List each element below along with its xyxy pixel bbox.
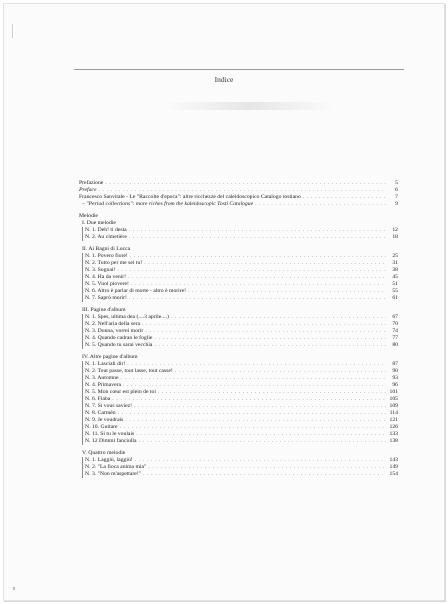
entry-page: 149 bbox=[389, 464, 398, 470]
dot-leader bbox=[134, 403, 386, 410]
toc-entry[interactable] bbox=[85, 403, 398, 410]
dot-leader bbox=[145, 328, 386, 335]
entry-page: 18 bbox=[392, 234, 398, 240]
toc-entry[interactable] bbox=[85, 368, 398, 375]
toc-entry[interactable] bbox=[85, 281, 398, 288]
toc-entry[interactable] bbox=[85, 227, 398, 234]
toc-entry-preface[interactable] bbox=[79, 187, 398, 194]
dot-leader bbox=[129, 234, 386, 241]
entry-page: 109 bbox=[389, 403, 398, 409]
dot-leader bbox=[118, 410, 386, 417]
entry-page: 70 bbox=[392, 321, 398, 327]
toc-entry-prefazione[interactable] bbox=[79, 180, 398, 187]
toc-entry[interactable] bbox=[85, 389, 398, 396]
dot-leader bbox=[139, 438, 387, 445]
section-heading-melodie: Melodie bbox=[79, 213, 98, 219]
entry-label: N. 1. Laggiù, laggiù! bbox=[85, 457, 133, 463]
entry-page: 154 bbox=[389, 471, 398, 477]
scan-smudge bbox=[164, 102, 334, 110]
entry-page: 61 bbox=[392, 295, 398, 301]
toc-entry[interactable] bbox=[85, 424, 398, 431]
entry-page: 5 bbox=[395, 180, 398, 186]
entry-label: N. 5. Mon cœur est plein de toi bbox=[85, 389, 156, 395]
group-items bbox=[82, 361, 398, 445]
entry-label: N. 4. Quando cadran le foglie bbox=[85, 335, 153, 341]
entry-page: 67 bbox=[392, 314, 398, 320]
entry-page: 87 bbox=[392, 361, 398, 367]
dot-leader bbox=[144, 260, 386, 267]
entry-label: N. 2. Tutto per me sei tu! bbox=[85, 260, 143, 266]
entry-label: N. 8. Carmèn bbox=[85, 410, 116, 416]
entry-page: 38 bbox=[392, 267, 398, 273]
entry-page: 126 bbox=[389, 424, 398, 430]
toc-entry[interactable] bbox=[85, 253, 398, 260]
entry-page: 6 bbox=[395, 187, 398, 193]
dot-leader bbox=[175, 368, 386, 375]
toc-entry[interactable] bbox=[85, 335, 398, 342]
entry-page: 77 bbox=[392, 335, 398, 341]
entry-label: N. 4. Primavera bbox=[85, 382, 122, 388]
toc-entry[interactable] bbox=[85, 274, 398, 281]
entry-page: 114 bbox=[389, 410, 398, 416]
entry-page: 74 bbox=[392, 328, 398, 334]
entry-label: N. 1. Spes, ultima dea (....3 aprile....) bbox=[85, 314, 169, 320]
toc-entry[interactable] bbox=[85, 464, 398, 471]
dot-leader bbox=[117, 267, 386, 274]
dot-leader bbox=[127, 361, 386, 368]
entry-label: N. 2. "La fioca anima mia" bbox=[85, 464, 147, 470]
toc-entry[interactable] bbox=[85, 396, 398, 403]
entry-label: N. 6. Fiaba bbox=[85, 396, 111, 402]
dot-leader bbox=[105, 180, 386, 187]
dot-leader bbox=[131, 281, 386, 288]
entry-page: 12 bbox=[392, 227, 398, 233]
entry-label: N. 7. Si vous saviez! bbox=[85, 403, 133, 409]
entry-page: 143 bbox=[389, 457, 398, 463]
entry-page: 25 bbox=[392, 253, 398, 259]
dot-leader bbox=[148, 464, 386, 471]
entry-label: N. 1. Deh! ti desta bbox=[85, 227, 127, 233]
entry-label: N. 5. Vuol piovere! bbox=[85, 281, 129, 287]
entry-label: N. 2. Tout passe, tout lasse, tout casse! bbox=[85, 368, 173, 374]
entry-page: 105 bbox=[389, 396, 398, 402]
dot-leader bbox=[136, 431, 386, 438]
dot-leader bbox=[154, 335, 386, 342]
entry-page: 90 bbox=[392, 368, 398, 374]
entry-label: N. 6. Altro è parlar di morte - altro è morire! bbox=[85, 288, 187, 294]
dot-leader bbox=[120, 424, 386, 431]
dot-leader bbox=[143, 471, 386, 478]
dot-leader bbox=[130, 253, 386, 260]
front-matter bbox=[79, 180, 398, 208]
toc-entry[interactable] bbox=[85, 382, 398, 389]
entry-page: 96 bbox=[392, 382, 398, 388]
dot-leader bbox=[154, 342, 386, 349]
group-heading: IV. Altre pagine d'album bbox=[82, 354, 138, 360]
toc-entry[interactable] bbox=[85, 457, 398, 464]
scan-mark bbox=[12, 24, 13, 38]
dot-leader bbox=[129, 227, 386, 234]
dot-leader bbox=[98, 187, 386, 194]
dot-leader bbox=[125, 417, 386, 424]
entry-label: Prefazione bbox=[79, 180, 104, 186]
dot-leader bbox=[158, 389, 386, 396]
group-items bbox=[82, 253, 398, 302]
dot-leader bbox=[121, 375, 387, 382]
entry-label: N. 5. Quando tu sarai vecchia bbox=[85, 342, 153, 348]
dot-leader bbox=[255, 201, 386, 208]
entry-page: 55 bbox=[392, 288, 398, 294]
toc-entry[interactable] bbox=[85, 328, 398, 335]
entry-page: 31 bbox=[392, 260, 398, 266]
header-rule bbox=[74, 69, 404, 70]
dot-leader bbox=[171, 314, 386, 321]
toc-entry-period-collections[interactable] bbox=[79, 201, 398, 208]
toc-entry[interactable] bbox=[85, 431, 398, 438]
entry-label: – "Period collections": more riches from the kaleidoscopic Tosti Catalogue bbox=[82, 201, 254, 207]
toc-entry-sanvitale[interactable] bbox=[79, 194, 398, 201]
page-title: Indice bbox=[214, 75, 234, 84]
toc-entry[interactable] bbox=[85, 260, 398, 267]
entry-label: N. 10. Guitare bbox=[85, 424, 118, 430]
dot-leader bbox=[142, 321, 386, 328]
entry-label: N. 3. "Non m'aspettare!" bbox=[85, 471, 142, 477]
entry-label: N. 1. Povero fiore! bbox=[85, 253, 128, 259]
scan-mark bbox=[13, 587, 15, 590]
entry-label: N. 12 Dimmi fanciulla bbox=[85, 438, 137, 444]
entry-page: 80 bbox=[392, 342, 398, 348]
toc-entry[interactable] bbox=[85, 267, 398, 274]
entry-label: N. 3. Automne bbox=[85, 375, 119, 381]
entry-page: 101 bbox=[389, 389, 398, 395]
entry-label: Preface bbox=[79, 187, 97, 193]
toc-entry[interactable] bbox=[85, 234, 398, 241]
table-of-contents bbox=[79, 180, 398, 478]
entry-label: N. 4. Ha da venir! bbox=[85, 274, 127, 280]
toc-entry[interactable] bbox=[85, 342, 398, 349]
group-heading: III. Pagine d'album bbox=[82, 307, 126, 313]
toc-entry[interactable] bbox=[85, 438, 398, 445]
toc-entry[interactable] bbox=[85, 375, 398, 382]
toc-entry[interactable] bbox=[85, 288, 398, 295]
entry-label: N. 1. Lasciali dir! bbox=[85, 361, 126, 367]
entry-page: 7 bbox=[395, 194, 398, 200]
dot-leader bbox=[135, 457, 386, 464]
toc-entry[interactable] bbox=[85, 314, 398, 321]
dot-leader bbox=[112, 396, 386, 403]
toc-entry[interactable] bbox=[85, 361, 398, 368]
toc-entry[interactable] bbox=[85, 410, 398, 417]
dot-leader bbox=[188, 288, 386, 295]
group-heading: II. Ai Bagni di Lucca bbox=[82, 246, 131, 252]
toc-entry[interactable] bbox=[85, 417, 398, 424]
dot-leader bbox=[129, 295, 386, 302]
entry-label: N. 3. Donna, vorrei morir bbox=[85, 328, 144, 334]
entry-page: 93 bbox=[392, 375, 398, 381]
entry-label: N. 9. Je voudrais bbox=[85, 417, 124, 423]
entry-label: N. 11. Si tu le voulais bbox=[85, 431, 135, 437]
group-heading: I. Due melodie bbox=[82, 220, 116, 226]
entry-page: 51 bbox=[392, 281, 398, 287]
toc-entry[interactable] bbox=[85, 321, 398, 328]
entry-label: N. 2. Nell'aria della sera bbox=[85, 321, 141, 327]
entry-page: 45 bbox=[392, 274, 398, 280]
entry-page: 9 bbox=[395, 201, 398, 207]
toc-entry[interactable] bbox=[85, 295, 398, 302]
entry-label: N. 3. Sognai! bbox=[85, 267, 116, 273]
entry-page: 121 bbox=[389, 417, 398, 423]
entry-label: N. 7. Saprò morir! bbox=[85, 295, 127, 301]
entry-page: 138 bbox=[389, 438, 398, 444]
toc-entry[interactable] bbox=[85, 471, 398, 478]
group-items bbox=[82, 314, 398, 349]
group-items bbox=[82, 457, 398, 478]
entry-label: N. 2. Au cimetière bbox=[85, 234, 127, 240]
group-heading: V. Quattro melodie bbox=[82, 450, 126, 456]
dot-leader bbox=[128, 274, 386, 281]
entry-label: Francesco Sanvitale - Le "Raccolte d'epoca": altre ricchezze del caleidoscopico Catalogo tostiano bbox=[79, 194, 301, 200]
entry-page: 133 bbox=[389, 431, 398, 437]
dot-leader bbox=[303, 194, 386, 201]
book-page bbox=[3, 3, 445, 601]
dot-leader bbox=[123, 382, 386, 389]
group-items bbox=[82, 227, 398, 241]
